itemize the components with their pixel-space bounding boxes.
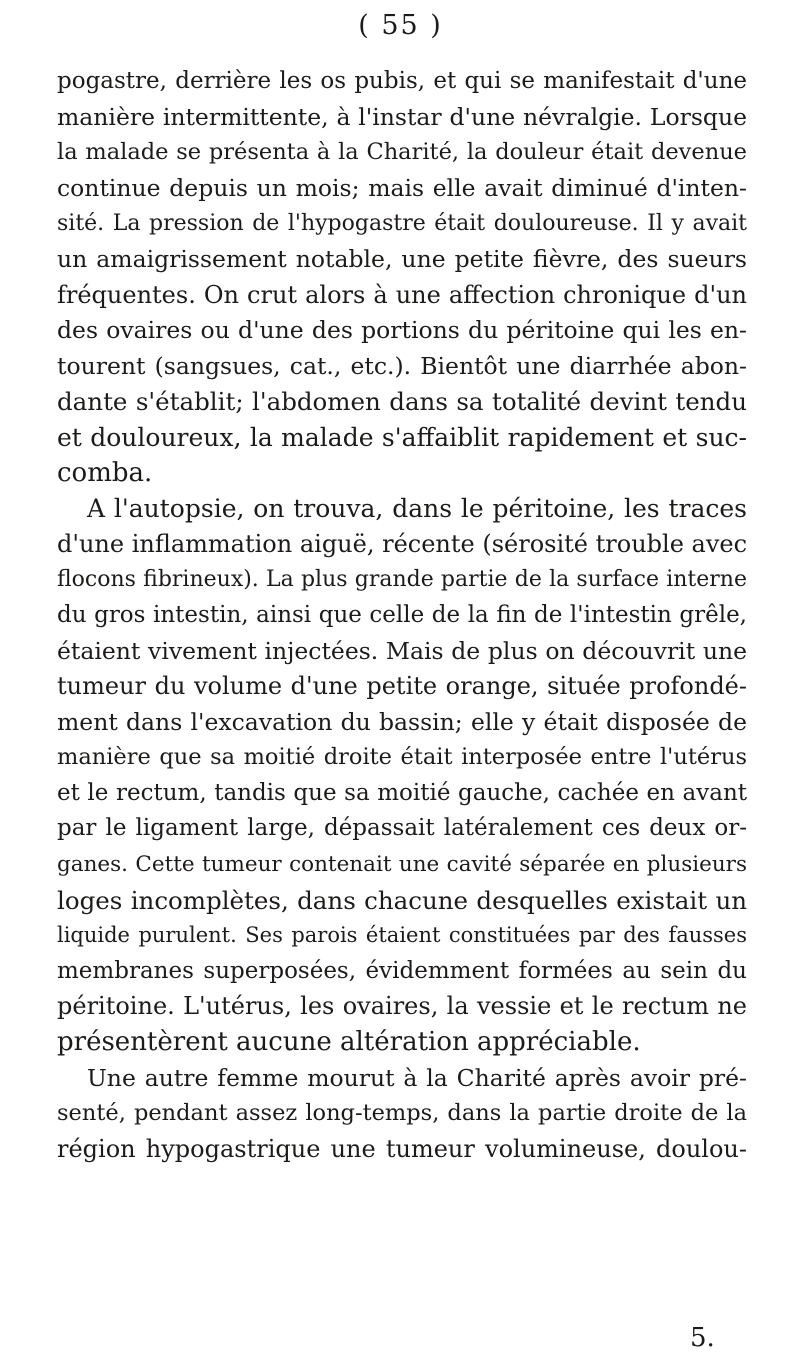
text-line: d'une inflammation aiguë, récente (sérosité trouble avec (57, 529, 748, 558)
body-text (57, 64, 747, 1167)
text-line: un amaigrissement notable, une petite fièvre, des sueurs (57, 244, 747, 273)
text-line: ment dans l'excavation du bassin; elle y était disposée de (57, 707, 747, 736)
text-line: liquide purulent. Ses parois étaient constituées par des fausses (57, 923, 747, 948)
text-line: étaient vivement injectées. Mais de plus on découvrit une (57, 636, 747, 665)
text-line: péritoine. L'utérus, les ovaires, la vessie et le rectum ne (57, 992, 747, 1021)
text-line: Une autre femme mourut à la Charité après avoir pré- (87, 1063, 747, 1092)
text-line: la malade se présenta à la Charité, la douleur était devenue (57, 139, 747, 166)
text-line: A l'autopsie, on trouva, dans le péritoine, les traces (87, 494, 747, 524)
text-line: présentèrent aucune altération appréciable. (57, 1027, 641, 1058)
text-line: manière que sa moitié droite était interposée entre l'utérus (57, 744, 747, 771)
text-line: senté, pendant assez long-temps, dans la partie droite de la (57, 1100, 747, 1127)
text-line: pogastre, derrière les os pubis, et qui se manifestait d'une (57, 68, 747, 94)
text-line: des ovaires ou d'une des portions du péritoine qui les en- (57, 316, 747, 345)
text-line: manière intermittente, à l'instar d'une névralgie. Lorsque (57, 102, 747, 131)
text-line: ganes. Cette tumeur contenait une cavité séparée en plusieurs (57, 852, 747, 878)
text-line: par le ligament large, dépassait latéralement ces deux or- (57, 815, 747, 842)
text-line: sité. La pression de l'hypogastre était douloureuse. Il y avait (57, 211, 747, 237)
page-number: ( 55 ) (358, 10, 443, 41)
text-line: membranes superposées, évidemment formées au sein du (57, 957, 747, 984)
text-line: et douloureux, la malade s'affaiblit rapidement et suc- (57, 422, 747, 452)
text-line: continue depuis un mois; mais elle avait diminué d'inten- (57, 173, 747, 202)
text-line: tourent (sangsues, cat., etc.). Bientôt une diarrhée abon- (57, 351, 747, 380)
signature-mark: 5. (690, 1323, 715, 1353)
text-line: loges incomplètes, dans chacune desquelles existait un (57, 885, 747, 915)
text-line: et le rectum, tandis que sa moitié gauche, cachée en avant (57, 779, 747, 806)
text-line: dante s'établit; l'abdomen dans sa totalité devint tendu (57, 387, 747, 417)
text-line: région hypogastrique une tumeur volumineuse, doulou- (57, 1134, 747, 1163)
text-line: du gros intestin, ainsi que celle de la fin de l'intestin grêle, (57, 601, 747, 628)
text-line: flocons fibrineux). La plus grande partie de la surface interne (57, 567, 747, 593)
text-line: fréquentes. On crut alors à une affection chronique d'un (57, 280, 747, 309)
text-line: tumeur du volume d'une petite orange, située profondé- (57, 672, 747, 701)
text-line: comba. (57, 457, 153, 488)
